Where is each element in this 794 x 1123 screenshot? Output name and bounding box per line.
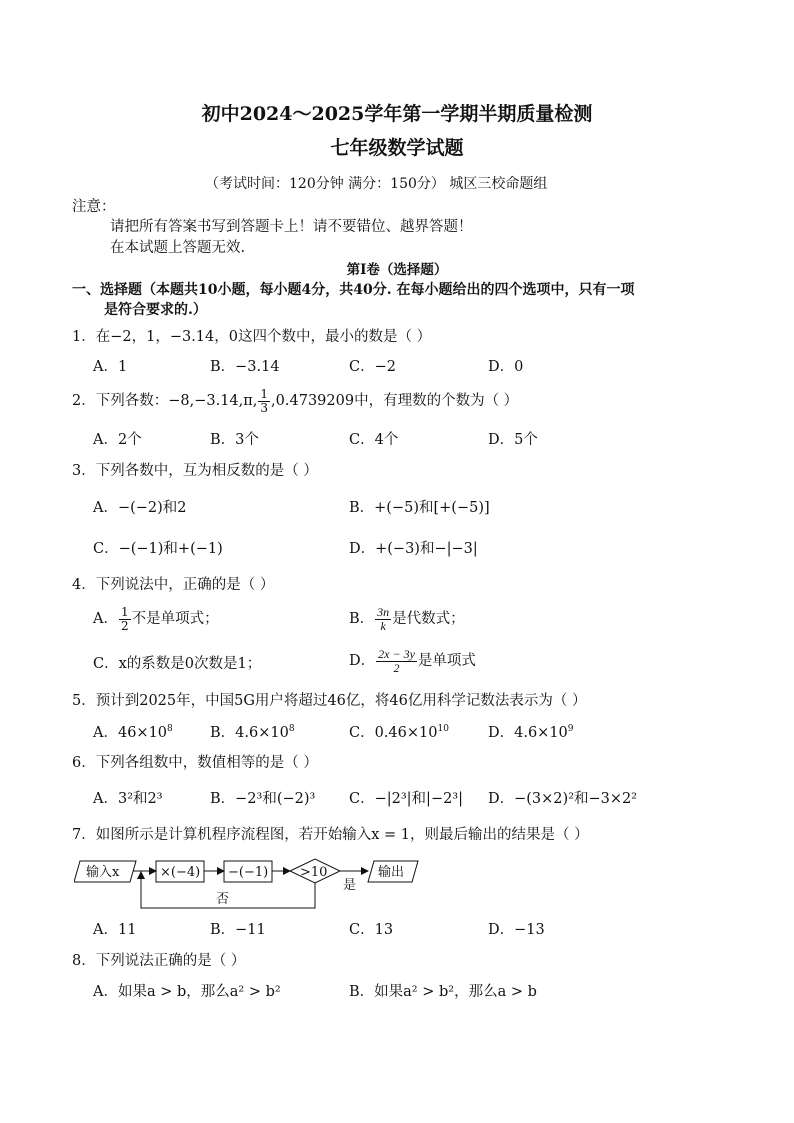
- q7-flowchart: [74, 856, 434, 912]
- q4-option-a-letter: A．: [93, 611, 118, 628]
- q5-a-base: A．46×10: [93, 725, 168, 741]
- q1-stem: 1．在−2，1，−3.14，0这四个数中，最小的数是（ ）: [72, 329, 432, 345]
- q1-option-b: B．−3.14: [210, 359, 280, 375]
- q2-option-a: A．2个: [93, 432, 142, 448]
- q4-option-b: [349, 606, 465, 632]
- q2-stem-post: ,0.4739209中，有理数的个数为（ ）: [271, 393, 519, 410]
- section-heading-line-2: 是符合要求的.）: [104, 302, 207, 318]
- q4-d-numerator: 2x − 3y: [378, 647, 415, 661]
- q4-option-c: C．x的系数是0次数是1；: [93, 656, 262, 672]
- q2-stem-pre: 2．下列各数：−8,−3.14,π,: [72, 393, 258, 410]
- q5-stem: 5．预计到2025年，中国5G用户将超过46亿，将46亿用科学记数法表示为（ ）: [72, 693, 587, 709]
- q7-option-a: A．11: [93, 922, 137, 938]
- q4-stem: 4．下列说法中，正确的是（ ）: [72, 577, 275, 593]
- volume-heading: 第Ⅰ卷（选择题）: [346, 262, 448, 278]
- flow-step1-label: ×(−4): [160, 865, 201, 880]
- q3-option-d: D．+(−3)和−|−3|: [349, 541, 478, 557]
- q7-option-d: D．−13: [488, 922, 545, 938]
- q4-option-b-text: 是代数式；: [392, 611, 465, 628]
- q7-stem: 7．如图所示是计算机程序流程图，若开始输入x = 1，则最后输出的结果是（ ）: [72, 827, 589, 843]
- q4-option-d: [349, 648, 476, 674]
- q8-stem: 8．下列说法正确的是（ ）: [72, 953, 246, 969]
- q8-option-a: A．如果a > b，那么a² > b²: [93, 984, 281, 1000]
- flow-output-label: 输出: [378, 865, 405, 880]
- notice-label: 注意：: [72, 199, 116, 215]
- flow-condition-label: >10: [300, 865, 328, 880]
- q4-option-b-letter: B．: [349, 611, 375, 628]
- q6-option-c: C．−|2³|和|−2³|: [349, 791, 464, 807]
- q1-option-c: C．−2: [349, 359, 396, 375]
- q4-option-a: [93, 606, 219, 632]
- q7-option-b: B．−11: [210, 922, 266, 938]
- q6-option-d: D．−(3×2)²和−3×2²: [488, 791, 638, 807]
- q4-d-fraction: [376, 648, 417, 674]
- exam-title: 初中2024～2025学年第一学期半期质量检测: [201, 103, 593, 125]
- q4-b-denominator: k: [380, 618, 386, 633]
- q6-option-a: A．3²和2³: [93, 791, 163, 807]
- q6-option-b: B．−2³和(−2)³: [210, 791, 316, 807]
- notice-line-1: 请把所有答案书写到答题卡上！请不要错位、越界答题！: [110, 219, 473, 235]
- q4-a-denominator: 2: [120, 618, 129, 633]
- q4-b-numerator: 3n: [377, 605, 390, 619]
- q5-c-exponent: 10: [437, 724, 449, 734]
- q2-fraction-denominator: 3: [260, 400, 269, 415]
- q1-option-a: A．1: [93, 359, 128, 375]
- q2-option-d: D．5个: [488, 432, 538, 448]
- q5-option-d: [488, 724, 574, 742]
- q6-stem: 6．下列各组数中，数值相等的是（ ）: [72, 755, 318, 771]
- q2-fraction-numerator: 1: [260, 387, 269, 401]
- notice-line-2: 在本试题上答题无效.: [110, 240, 246, 256]
- q4-d-denominator: 2: [393, 660, 400, 675]
- q5-option-b: [210, 724, 295, 742]
- q4-a-fraction: [119, 606, 131, 632]
- q3-option-a: A．−(−2)和2: [93, 500, 187, 516]
- q5-b-base: B．4.6×10: [210, 725, 289, 741]
- q2-stem: [72, 388, 518, 414]
- flow-input-label: 输入x: [86, 865, 120, 880]
- q4-a-numerator: 1: [120, 605, 129, 619]
- q5-option-c: [349, 724, 449, 742]
- q7-option-c: C．13: [349, 922, 394, 938]
- q4-option-d-letter: D．: [349, 653, 376, 670]
- q3-stem: 3．下列各数中，互为相反数的是（ ）: [72, 463, 318, 479]
- section-heading-line-1: 一、选择题（本题共10小题，每小题4分，共40分. 在每小题给出的四个选项中，只有一项: [72, 282, 635, 298]
- q3-option-c: C．−(−1)和+(−1): [93, 541, 223, 557]
- flow-yes-label: 是: [343, 878, 357, 893]
- q4-option-a-text: 不是单项式；: [131, 611, 219, 628]
- exam-subtitle: 七年级数学试题: [330, 137, 464, 159]
- q2-option-b: B．3个: [210, 432, 259, 448]
- q5-b-exponent: 8: [288, 724, 295, 734]
- q4-option-d-text: 是单项式: [417, 653, 476, 670]
- flow-no-label: 否: [216, 892, 230, 907]
- exam-meta: （考试时间：120分钟 满分：150分） 城区三校命题组: [205, 176, 548, 192]
- q8-option-b: B．如果a² > b²，那么a > b: [349, 984, 537, 1000]
- q5-d-exponent: 9: [567, 724, 574, 734]
- q2-fraction: [258, 388, 270, 414]
- q1-option-d: D．0: [488, 359, 524, 375]
- q5-option-a: [93, 724, 173, 742]
- flow-step2-label: −(−1): [228, 865, 269, 880]
- q4-b-fraction: [375, 606, 391, 632]
- q3-option-b: B．+(−5)和[+(−5)]: [349, 500, 490, 516]
- q5-d-base: D．4.6×10: [488, 725, 568, 741]
- q5-c-base: C．0.46×10: [349, 725, 438, 741]
- q5-a-exponent: 8: [167, 724, 173, 734]
- q2-option-c: C．4个: [349, 432, 399, 448]
